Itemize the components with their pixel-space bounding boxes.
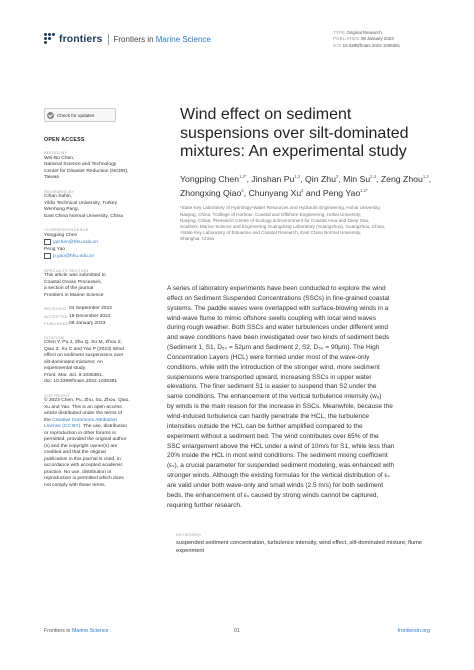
accepted-label: ACCEPTED — [44, 313, 68, 319]
email-icon — [44, 253, 51, 259]
keywords-label: KEYWORDS — [176, 532, 202, 537]
author-list: Yongping Chen$^{1,2*}$, Jinshan Pu$^{1,2}$, Qin Zhu$^3$, Min Su$^{2,4}$, Zeng Zhou$^{1,2}$, Zhongxing Qiao$^2$, Chunyang Xu$^2$ and Peng Yao$^{1,2*}$ — [180, 173, 432, 198]
meta-doi: DOI 10.3389/fmars.2022.1036381 — [333, 42, 401, 48]
sidebar — [44, 108, 172, 489]
affiliations: ¹State Key Laboratory of Hydrology-Water Resources and Hydraulic Engineering, Hohai University, Nanjing, China, ²College of Harbour, Coastal and Offshore Engineering, Hohai University, Nanjing, China, ³Research Centre of Ecology & Environment for Coastal Area and Deep Sea, Southern Marine Science and Engineering Guangdong Laboratory (Guangzhou), Guangzhou, China, ⁴State Key Laboratory of Estuarine and Coastal Research, East China Normal University, Shanghai, China — [180, 205, 386, 242]
license-link[interactable]: Creative Commons Attribution — [52, 417, 118, 423]
article-meta — [333, 30, 400, 49]
email-link[interactable]: p.yao@hhu.edu.cn — [53, 254, 95, 260]
copyright-label: COPYRIGHT — [44, 392, 70, 398]
logo-divider — [108, 34, 109, 45]
reviewed-by: Cihan Sahin, Yildiz Technical University, Turkey Wenhong Pang, East China Normal University, China — [44, 194, 124, 219]
correspondence-label: *CORRESPONDENCE — [44, 227, 89, 232]
author: Chunyang Xu — [248, 187, 302, 198]
author: Peng Yao — [322, 187, 361, 198]
keywords: suspended sediment concentration, turbulence intensity, wind effect, silt-dominated mixture, flume experiment — [176, 540, 423, 554]
check-for-updates-button[interactable]: Check for updates — [44, 108, 116, 122]
edited-by: Wei-Bo Chen, National Science and Technology Center for Disaster Reduction (NCDR), Taiwan — [44, 155, 129, 180]
received-date: 04 September 2022 — [69, 306, 112, 312]
frontiers-logo-text: frontiers — [59, 33, 103, 45]
specialty-label: SPECIALTY SECTION — [44, 267, 89, 273]
reviewed-by-label: REVIEWED BY — [44, 188, 75, 194]
check-updates-icon — [47, 112, 54, 119]
meta-type: TYPE Original Research — [333, 30, 382, 35]
journal-branding — [44, 33, 211, 45]
journal-name: Frontiers in Marine Science — [113, 34, 211, 44]
author: Zhongxing Qiao — [180, 187, 242, 198]
footer-journal: Frontiers in Marine Science — [44, 628, 109, 634]
author: Min Su — [343, 173, 371, 184]
author: Zeng Zhou — [380, 173, 423, 184]
correspondence: Yongping Chen ypchen@hhu.edu.cn Peng Yao p.yao@hhu.edu.cn — [44, 232, 98, 260]
open-access-label: OPEN ACCESS — [44, 137, 85, 143]
page-header — [44, 30, 444, 54]
edited-by-label: EDITED BY — [44, 150, 68, 155]
received-label: RECEIVED — [44, 306, 67, 312]
citation-label: CITATION — [44, 334, 64, 340]
specialty-section: This article was submitted to Coastal Ocean Processes, a section of the journal Frontiers in Marine Science — [44, 273, 106, 298]
meta-published: PUBLISHED 09 January 2023 — [333, 36, 394, 42]
email-icon — [44, 239, 51, 245]
page-number: 01 — [234, 628, 240, 634]
frontiers-logo-icon — [44, 33, 56, 45]
published-date: 09 January 2023 — [69, 321, 106, 327]
published-label: PUBLISHED — [44, 321, 69, 327]
license-link[interactable]: License (CC BY). — [44, 424, 82, 430]
article-title: Wind effect on sediment suspensions over silt-dominated mixtures: An experimental study — [180, 106, 409, 160]
author: Yongping Chen — [180, 173, 240, 184]
accepted-date: 19 December 2022 — [69, 313, 111, 319]
article-main — [180, 106, 432, 243]
author: Jinshan Pu — [251, 173, 295, 184]
citation: Chen Y, Pu J, Zhu Q, Su M, Zhou Z, Qiao Z, Xu C and Yao P (2023) Wind effect on sediment suspensions over silt-dominated mixtures: An experimental study. Front. Mar. Sci. 9:1036381. doi: 10.3389/fmars.2022.1036381 — [44, 340, 124, 385]
author: Qin Zhu — [305, 173, 336, 184]
email-link[interactable]: ypchen@hhu.edu.cn — [53, 240, 98, 246]
abstract: A series of laboratory experiments have been conducted to explore the wind effect on Sediment Suspended Concentrations (SSCs) in fine-grained coastal systems. The paddle waves were overlapped with surface-blowing winds in a wind-wave flume to mimic offshore swells coupling with local wind waves during rough weather. Both SSCs and water turbulences under different wind and wave conditions have been investigated over two kinds of sediment beds (Sediment 1, S1, D₅₀ = 52μm and Sediment 2, S2, D₅₀ = 90μm). The High Concentration Layers (HCL) were formed under most of the wave-only conditions, while with the introduction of the stronger wind, more sediment suspensions were transported upward, increasing SSCs in upper water elevations. The finer sediment S1 is easier to suspend than S2 under the same conditions. The enhancement of the vertical turbulence intensity (wᵤ) by winds is the main reason for the increase in SSCs. Meanwhile, because the wind-induced turbulence can hardly penetrate the HCL, the turbulence intensities outside the HCL can be further amplified compared to the experiment without a sediment bed. The wind contributes over 65% of the SSC enlargement above the HCL under a wind of 10m/s for S1, while less than 20% inside the HCL in most wind conditions. The sediment mixing coefficient (εₛ), a crucial parameter for suspended sediment modeling, was enhanced with stronger winds. Although the existing formulas for the vertical distribution of εₛ are valid under both wave-only and small winds (2.5 m/s) for both sediment beds, the enhancement of εₛ caused by strong winds cannot be captured, requiring further research. — [167, 285, 395, 509]
footer-site-link[interactable]: frontiersin.org — [397, 628, 430, 634]
copyright: © 2023 Chen, Pu, Zhu, Su, Zhou, Qiao, Xu and Yao. This is an open-access article distributed under the terms of the Creative Commons Attribution License (CC BY). The use, distribution or reproduction in other forums is permitted, provided the original author (s) and the copyright owner(s) are credited and that the original publication in this journal is cited, in accordance with accepted academic practice. No use, distribution or reproduction is permitted which does not comply with these terms. — [44, 398, 130, 488]
